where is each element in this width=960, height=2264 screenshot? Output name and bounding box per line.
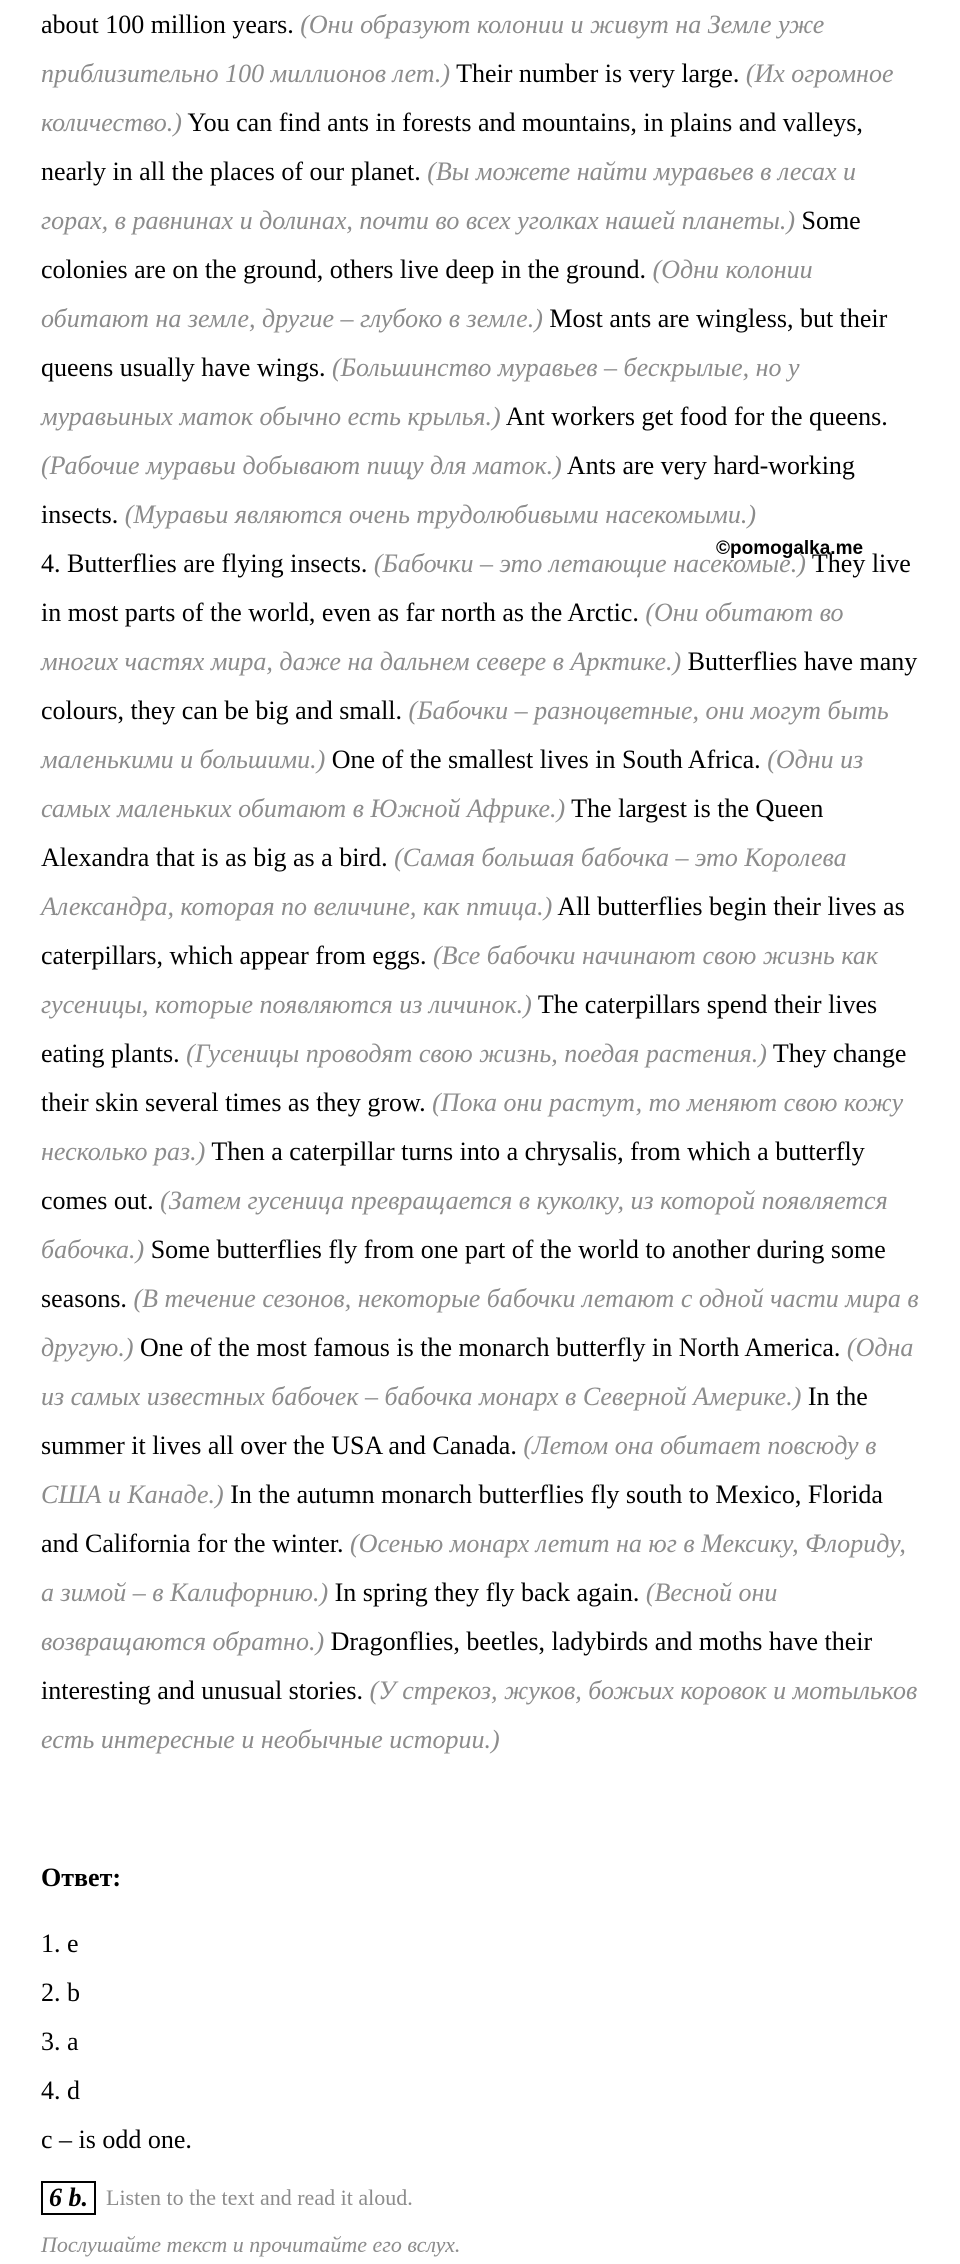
english-sentence: Their number is very large. (456, 59, 740, 88)
russian-translation: (Бабочки – это летающие насекомые.) (373, 549, 806, 578)
document-page (41, 0, 921, 2257)
english-sentence: One of the most famous is the monarch butterfly in North America. (140, 1333, 841, 1362)
english-sentence: Dragonflies, beetles, ladybirds and moths have their interesting and unusual stories. (41, 1627, 873, 1705)
russian-translation: (Вы можете найти муравьев в лесах и горах, в равнинах и долинах, почти во всех уголках нашей планеты.) (41, 157, 856, 235)
english-sentence: Ants are very hard-working insects. (41, 451, 855, 529)
task-header (41, 2181, 413, 2215)
russian-translation: (Муравьи являются очень трудолюбивыми насекомыми.) (124, 500, 756, 529)
russian-translation: (Большинство муравьев – бескрылые, но у муравьиных маток обычно есть крылья.) (41, 353, 800, 431)
russian-translation: (Одна из самых известных бабочек – бабочка монарх в Северной Америке.) (41, 1333, 914, 1411)
english-sentence: One of the smallest lives in South Africa. (331, 745, 761, 774)
english-sentence: Then a caterpillar turns into a chrysalis, from which a butterfly comes out. (41, 1137, 865, 1215)
english-sentence: Most ants are wingless, but their queens usually have wings. (41, 304, 888, 382)
task-instruction: Listen to the text and read it aloud. (106, 2185, 413, 2210)
english-sentence: In the autumn monarch butterflies fly south to Mexico, Florida and California for the winter. (41, 1480, 883, 1558)
english-sentence: In the summer it lives all over the USA and Canada. (41, 1382, 868, 1460)
english-sentence: 4. Butterflies are flying insects. (41, 549, 368, 578)
english-sentence: They live in most parts of the world, even as far north as the Arctic. (41, 549, 911, 627)
answer-list (41, 1919, 192, 2164)
russian-translation: (Бабочки – разноцветные, они могут быть маленькими и большими.) (41, 696, 889, 774)
english-sentence: about 100 million years. (41, 10, 294, 39)
answer-item: 2. b (41, 1978, 80, 2007)
russian-translation: (Самая большая бабочка – это Королева Александра, которая по величине, как птица.) (41, 843, 847, 921)
russian-translation: (Все бабочки начинают свою жизнь как гусеницы, которые появляются из личинок.) (41, 941, 879, 1019)
english-sentence: The largest is the Queen Alexandra that is as big as a bird. (41, 794, 824, 872)
task-number-badge: 6 b. (41, 2181, 96, 2215)
russian-translation: (Затем гусеница превращается в куколку, из которой появляется бабочка.) (41, 1186, 888, 1264)
english-sentence: Some butterflies fly from one part of the world to another during some seasons. (41, 1235, 886, 1313)
russian-translation: (У стрекоз, жуков, божьих коровок и мотыльков есть интересные и необычные истории.) (41, 1676, 918, 1754)
russian-translation: (Весной они возвращаются обратно.) (41, 1578, 778, 1656)
english-sentence: Ant workers get food for the queens. (505, 402, 888, 431)
paragraph-ants (41, 0, 921, 539)
english-sentence: All butterflies begin their lives as caterpillars, which appear from eggs. (41, 892, 905, 970)
russian-translation: (Рабочие муравьи добывают пищу для маток.) (41, 451, 562, 480)
answer-item: 4. d (41, 2076, 80, 2105)
answer-label: Ответ: (41, 1863, 122, 1892)
russian-translation: (Гусеницы проводят свою жизнь, поедая растения.) (186, 1039, 767, 1068)
english-sentence: They change their skin several times as they grow. (41, 1039, 907, 1117)
paragraph-butterflies (41, 539, 921, 1764)
watermark: ©pomogalka.me (716, 538, 864, 559)
answer-item: c – is odd one. (41, 2125, 192, 2154)
russian-translation: (Одни из самых маленьких обитают в Южной Африке.) (41, 745, 864, 823)
english-sentence: You can find ants in forests and mountains, in plains and valleys, nearly in all the places of our planet. (41, 108, 863, 186)
russian-translation: (Осенью монарх летит на юг в Мексику, Флориду, а зимой – в Калифорнию.) (41, 1529, 906, 1607)
russian-translation: (Пока они растут, то меняют свою кожу несколько раз.) (41, 1088, 904, 1166)
answer-item: 1. e (41, 1929, 79, 1958)
english-sentence: Some colonies are on the ground, others live deep in the ground. (41, 206, 861, 284)
russian-translation: (Они обитают во многих частях мира, даже на дальнем севере в Арктике.) (41, 598, 844, 676)
russian-translation: (Одни колонии обитают на земле, другие – глубоко в земле.) (41, 255, 813, 333)
russian-translation: (Их огромное количество.) (41, 59, 894, 137)
russian-translation: (В течение сезонов, некоторые бабочки летают с одной части мира в другую.) (41, 1284, 919, 1362)
russian-translation: (Они образуют колонии и живут на Земле уже приблизительно 100 миллионов лет.) (41, 10, 825, 88)
english-sentence: The caterpillars spend their lives eating plants. (41, 990, 878, 1068)
russian-translation: (Летом она обитает повсюду в США и Канаде.) (41, 1431, 877, 1509)
answer-item: 3. a (41, 2027, 79, 2056)
task-instruction-translation: Послушайте текст и прочитайте его вслух. (41, 2232, 461, 2257)
english-sentence: In spring they fly back again. (334, 1578, 640, 1607)
english-sentence: Butterflies have many colours, they can be big and small. (41, 647, 918, 725)
